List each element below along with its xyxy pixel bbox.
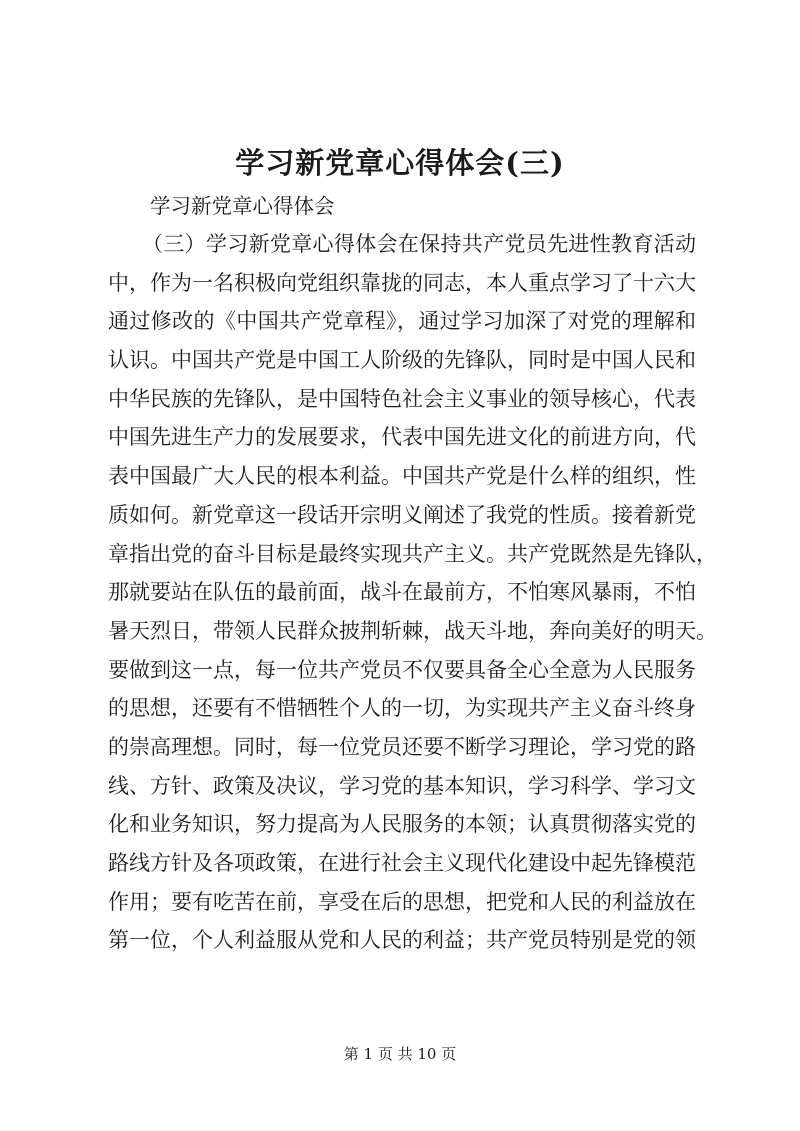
text-line: 表中国最广大人民的根本利益。中国共产党是什么样的组织，性 [108, 464, 696, 489]
text-line: 中华民族的先锋队，是中国特色社会主义事业的领导核心，代表 [108, 386, 696, 411]
page-number-footer: 第 1 页 共 10 页 [343, 1045, 457, 1063]
text-line: 认识。中国共产党是中国工人阶级的先锋队，同时是中国人民和 [108, 348, 696, 373]
text-line: 第一位，个人利益服从党和人民的利益；共产党员特别是党的领 [108, 928, 696, 953]
text-line: 要做到这一点，每一位共产党员不仅要具备全心全意为人民服务 [108, 657, 696, 682]
text-line: 中国先进生产力的发展要求，代表中国先进文化的前进方向，代 [108, 425, 696, 450]
text-line: 线、方针、政策及决议，学习党的基本知识，学习科学、学习文 [108, 773, 696, 798]
text-line: 章指出党的奋斗目标是最终实现共产主义。共产党既然是先锋队， [108, 541, 717, 566]
document-title: 学习新党章心得体会(三) [235, 146, 565, 180]
text-line: 暑天烈日，带领人民群众披荆斩棘，战天斗地，奔向美好的明天。 [108, 618, 717, 643]
text-line: 那就要站在队伍的最前面，战斗在最前方，不怕寒风暴雨，不怕 [108, 580, 696, 605]
body-paragraph [108, 225, 717, 960]
text-line: 中，作为一名积极向党组织靠拢的同志，本人重点学习了十六大 [108, 270, 696, 295]
document-subtitle: 学习新党章心得体会 [150, 194, 335, 218]
text-line: 化和业务知识，努力提高为人民服务的本领；认真贯彻落实党的 [108, 812, 696, 837]
text-line: 路线方针及各项政策，在进行社会主义现代化建设中起先锋模范 [108, 851, 696, 875]
text-line: 的思想，还要有不惜牺牲个人的一切，为实现共产主义奋斗终身 [108, 696, 696, 721]
text-line: 的崇高理想。同时，每一位党员还要不断学习理论，学习党的路 [108, 734, 696, 759]
text-line: （三）学习新党章心得体会在保持共产党员先进性教育活动 [142, 232, 696, 256]
text-line: 通过修改的《中国共产党章程》，通过学习加深了对党的理解和 [108, 309, 696, 334]
text-line: 作用；要有吃苦在前，享受在后的思想，把党和人民的利益放在 [108, 889, 696, 914]
text-line: 质如何。新党章这一段话开宗明义阐述了我党的性质。接着新党 [108, 502, 696, 527]
